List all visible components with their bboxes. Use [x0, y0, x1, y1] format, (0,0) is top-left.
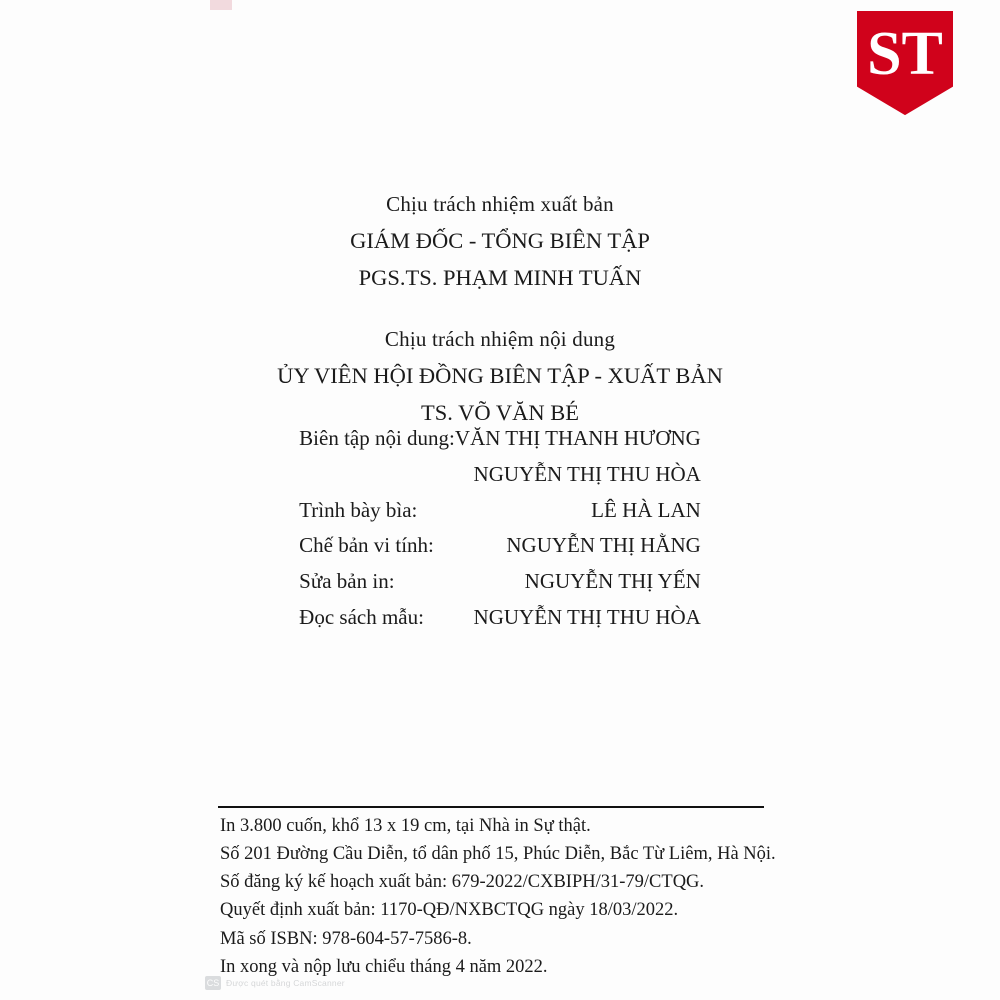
table-row	[299, 603, 701, 639]
imprint-line: Quyết định xuất bản: 1170-QĐ/NXBCTQG ngày 18/03/2022.	[220, 900, 679, 921]
camscanner-watermark-text: Được quét bằng CamScanner	[226, 978, 345, 988]
credit-label: Chế bản vi tính:	[299, 533, 434, 558]
page-corner-mark	[210, 0, 232, 10]
imprint-line: Mã số ISBN: 978-604-57-7586-8.	[220, 928, 472, 949]
camscanner-badge-icon: CS	[206, 978, 220, 988]
table-row	[299, 531, 701, 567]
imprint-divider	[218, 806, 764, 808]
table-row	[299, 424, 701, 460]
responsibility-publish-label: Chịu trách nhiệm xuất bản	[386, 192, 614, 216]
responsibility-content-label: Chịu trách nhiệm nội dung	[384, 327, 616, 352]
camscanner-watermark	[205, 976, 345, 990]
credit-label: Trình bày bìa:	[299, 497, 418, 522]
credit-value: LÊ HÀ LAN	[591, 497, 701, 522]
credit-value: NGUYỄN THỊ THU HÒA	[473, 461, 701, 486]
credit-value: NGUYỄN THỊ YẾN	[524, 569, 701, 594]
table-row	[299, 567, 701, 603]
su-that-publisher-logo	[850, 8, 960, 118]
imprint-line: Số 201 Đường Cầu Diễn, tổ dân phố 15, Phúc Diễn, Bắc Từ Liêm, Hà Nội.	[220, 844, 776, 865]
credit-label: Biên tập nội dung:	[299, 426, 455, 450]
imprint-block	[220, 814, 820, 983]
editor-board-title: ỦY VIÊN HỘI ĐỒNG BIÊN TẬP - XUẤT BẢN	[277, 363, 723, 389]
credit-value: NGUYỄN THỊ HẰNG	[506, 533, 701, 558]
director-name: PGS.TS. PHẠM MINH TUẤN	[358, 264, 642, 290]
credits-table	[299, 424, 701, 639]
director-title: GIÁM ĐỐC - TỔNG BIÊN TẬP	[350, 228, 650, 254]
credit-label: Sửa bản in:	[299, 569, 395, 594]
imprint-line: Số đăng ký kế hoạch xuất bản: 679-2022/CXBIPH/31-79/CTQG.	[220, 872, 705, 893]
imprint-line: In xong và nộp lưu chiểu tháng 4 năm 2022.	[220, 956, 548, 977]
credit-label: Đọc sách mẫu:	[299, 605, 424, 630]
colophon-block	[0, 190, 1000, 434]
credit-value: NGUYỄN THỊ THU HÒA	[473, 605, 701, 630]
colophon-spacer	[0, 299, 1000, 325]
credits-section	[0, 424, 1000, 639]
credit-label	[299, 460, 455, 496]
table-row	[299, 496, 701, 532]
editor-board-name: TS. VÕ VĂN BÉ	[421, 399, 579, 425]
svg-text:ST: ST	[867, 20, 943, 88]
credit-value: VĂN THỊ THANH HƯƠNG	[454, 426, 701, 450]
imprint-line: In 3.800 cuốn, khổ 13 x 19 cm, tại Nhà in Sự thật.	[220, 816, 591, 836]
table-row	[299, 460, 701, 496]
